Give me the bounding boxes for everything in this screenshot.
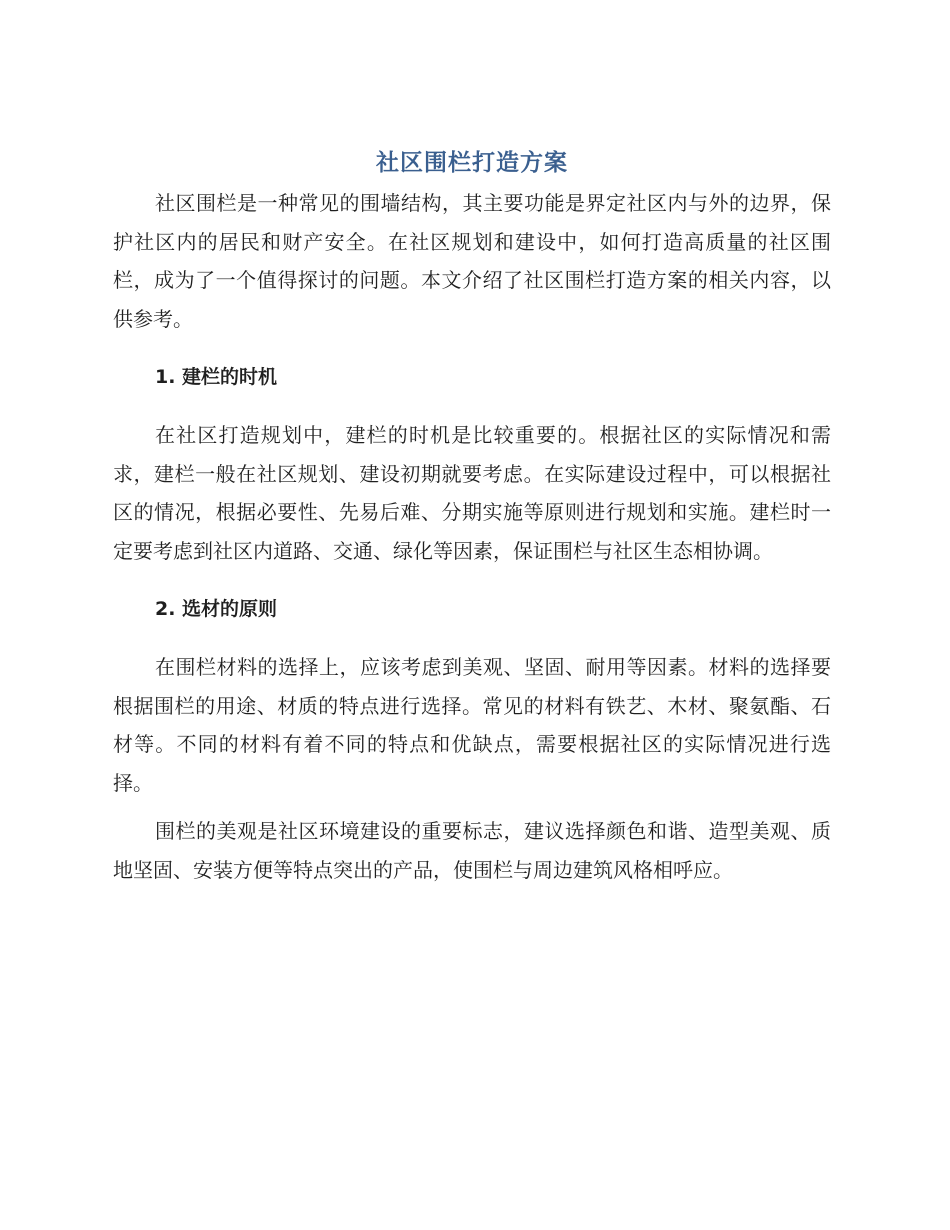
section-materials-paragraph-1: 在围栏材料的选择上，应该考虑到美观、坚固、耐用等因素。材料的选择要根据围栏的用途、材质的特点进行选择。常见的材料有铁艺、木材、聚氨酯、石材等。不同的材料有着不同的特点和优缺点，需要根据社区的实际情况进行选择。 [113,655,831,795]
document-page [113,146,831,889]
section-timing-paragraph: 在社区打造规划中，建栏的时机是比较重要的。根据社区的实际情况和需求，建栏一般在社区规划、建设初期就要考虑。在实际建设过程中，可以根据社区的情况，根据必要性、先易后难、分期实施等原则进行规划和实施。建栏时一定要考虑到社区内道路、交通、绿化等因素，保证围栏与社区生态相协调。 [113,423,831,563]
section-materials-paragraph-2: 围栏的美观是社区环境建设的重要标志，建议选择颜色和谐、造型美观、质地坚固、安装方便等特点突出的产品，使围栏与周边建筑风格相呼应。 [113,819,831,882]
intro-paragraph: 社区围栏是一种常见的围墙结构，其主要功能是界定社区内与外的边界，保护社区内的居民和财产安全。在社区规划和建设中，如何打造高质量的社区围栏，成为了一个值得探讨的问题。本文介绍了社区围栏打造方案的相关内容，以供参考。 [113,191,831,331]
section-heading-materials: 2. 选材的原则 [155,598,278,620]
document-title: 社区围栏打造方案 [376,150,568,176]
section-heading-timing: 1. 建栏的时机 [155,366,278,388]
